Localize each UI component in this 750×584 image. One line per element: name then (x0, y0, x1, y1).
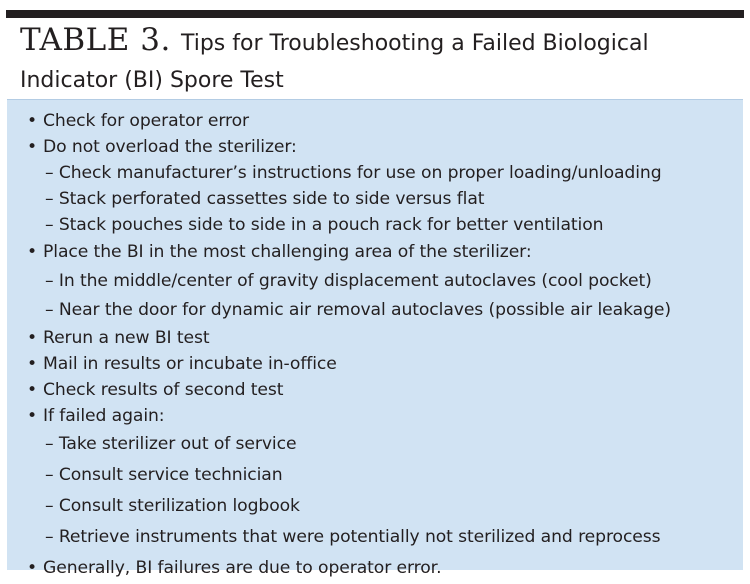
table-number: TABLE 3. (20, 22, 171, 58)
sub-item: – Stack perforated cassettes side to side versus flat (45, 189, 485, 209)
sub-item: – In the middle/center of gravity displacement autoclaves (cool pocket) (45, 271, 652, 291)
bullet-item: • Generally, BI failures are due to operator error. (27, 553, 739, 584)
bullet-item: • Rerun a new BI test (27, 325, 739, 351)
sub-item: – Near the door for dynamic air removal autoclaves (possible air leakage) (45, 300, 671, 320)
table-title (20, 23, 740, 97)
bullet-item: • If failed again: (27, 403, 739, 429)
sub-item: – Retrieve instruments that were potentially not sterilized and reprocess (45, 527, 661, 547)
tips-list (27, 108, 739, 584)
bullet-item: • Do not overload the sterilizer: (27, 134, 739, 160)
tips-panel (7, 99, 743, 578)
bullet-item: • Mail in results or incubate in-office (27, 351, 739, 377)
table-title-text: Tips for Troubleshooting a Failed Biological Indicator (BI) Spore Test (20, 31, 649, 93)
sub-item: – Consult service technician (45, 465, 283, 485)
bullet-item: • Check for operator error (27, 108, 739, 134)
sub-item: – Take sterilizer out of service (45, 434, 297, 454)
top-rule (6, 10, 744, 18)
bullet-item: • Place the BI in the most challenging area of the sterilizer: (27, 238, 739, 267)
sub-item: – Stack pouches side to side in a pouch rack for better ventilation (45, 215, 604, 235)
sub-item: – Consult sterilization logbook (45, 496, 300, 516)
bullet-item: • Check results of second test (27, 377, 739, 403)
sub-item: – Check manufacturer’s instructions for use on proper loading/unloading (45, 163, 662, 183)
